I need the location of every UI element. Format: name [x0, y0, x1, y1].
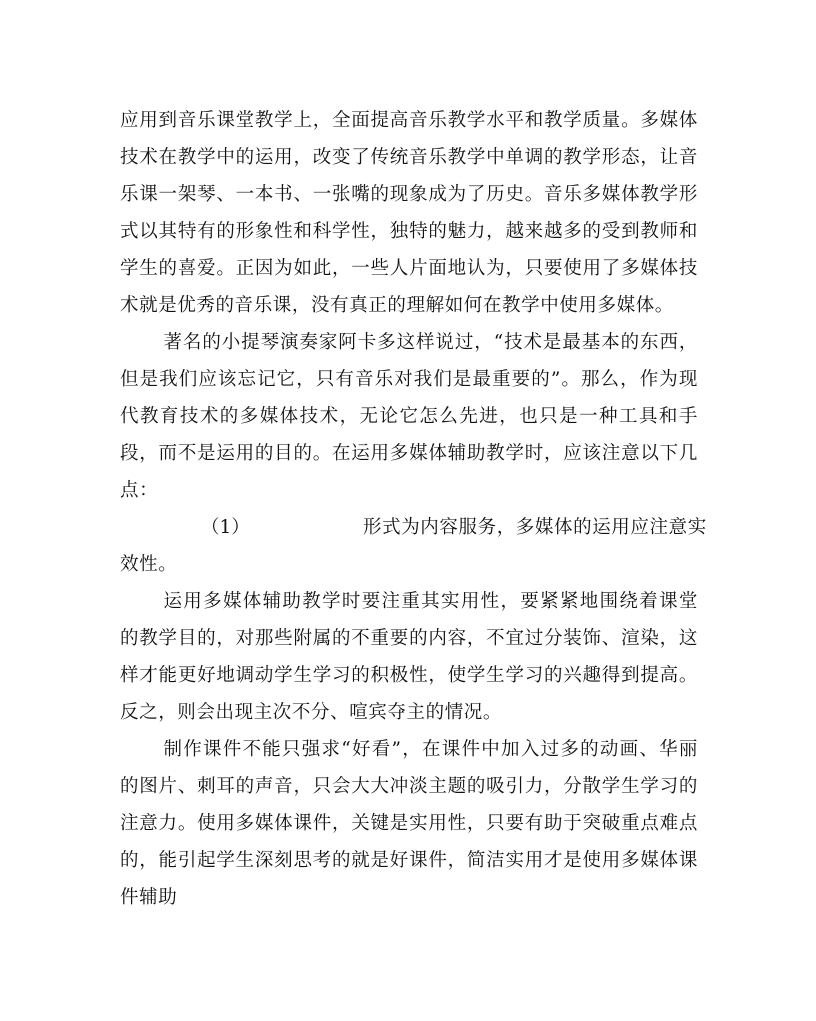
numbered-item-1: [120, 509, 707, 583]
body-paragraph-3: 运用多媒体辅助教学时要注重其实用性，要紧紧地围绕着课堂的教学目的，对那些附属的不重要的内容，不宜过分装饰、渲染，这样才能更好地调动学生学习的积极性，使学生学习的兴趣得到提高。反之，则会出现主次不分、喧宾夺主的情况。: [120, 591, 698, 723]
body-paragraph-4: 制作课件不能只强求“好看”，在课件中加入过多的动画、华丽的图片、刺耳的声音，只会大大冲淡主题的吸引力，分散学生学习的注意力。使用多媒体课件，关键是实用性，只要有助于突破重点难点的，能引起学生深刻思考的就是好课件，简洁实用才是使用多媒体课件辅助: [120, 739, 698, 908]
numbered-item-first-line: [120, 509, 707, 546]
body-paragraph-1: 应用到音乐课堂教学上，全面提高音乐教学水平和教学质量。多媒体技术在教学中的运用，改变了传统音乐教学中单调的教学形态，让音乐课一架琴、一本书、一张嘴的现象成为了历史。音乐多媒体教学形式以其特有的形象性和科学性，独特的魅力，越来越多的受到教师和学生的喜爱。正因为如此，一些人片面地认为，只要使用了多媒体技术就是优秀的音乐课，没有真正的理解如何在教学中使用多媒体。: [120, 110, 698, 316]
item-number: （1）: [201, 517, 250, 538]
item-heading-text: 形式为内容服务，多媒体的运用应注意实: [363, 517, 707, 538]
item-heading-continuation: 效性。: [120, 554, 178, 575]
document-page: [120, 102, 707, 916]
body-paragraph-2: 著名的小提琴演奏家阿卡多这样说过，“技术是最基本的东西，但是我们应该忘记它，只有音乐对我们是最重要的”。那么，作为现代教育技术的多媒体技术，无论它怎么先进，也只是一种工具和手段，而不是运用的目的。在运用多媒体辅助教学时，应该注意以下几点：: [120, 332, 698, 501]
